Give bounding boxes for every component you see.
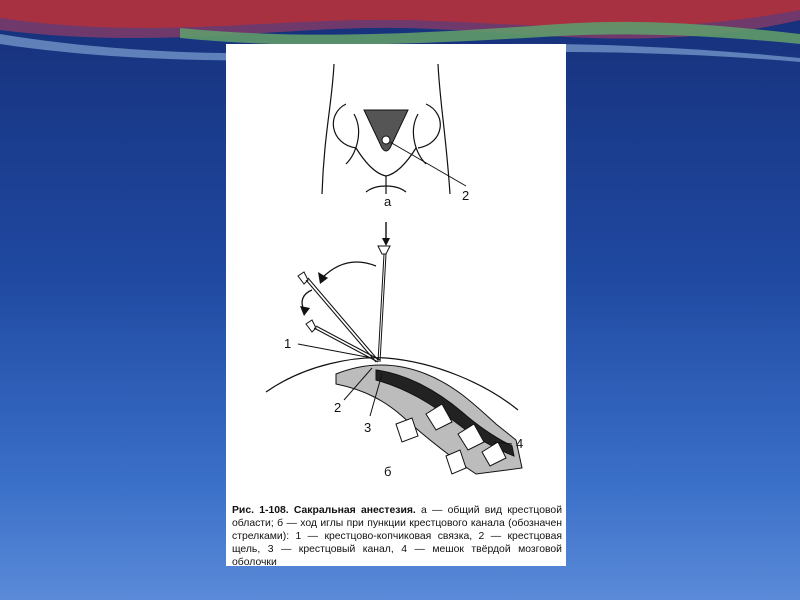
caption-title: Рис. 1-108. Сакральная анестезия. [232,505,416,516]
callout-b-1: 1 [284,336,292,351]
callout-b-4: 4 [516,436,524,451]
needle-hub-lower [306,320,316,332]
needle-hub-upper [298,272,308,284]
torso-left-outline [322,64,334,194]
sacrum-region [364,110,408,151]
panel-b-label: б [384,464,392,479]
panel-a-label: а [384,194,392,209]
callout-a-2: 2 [462,188,470,203]
caption-text: а — общий вид крестцовой области; б — ход иглы при пункции крестцового канала (обозначен стрелками): 1 — крестцово-копчиковая связка, 2 — крестцовая щель, 3 — крестцовый канал, 4 — мешок твёрдой мозговой оболочки [232,505,562,566]
callout-b-3: 3 [364,420,372,435]
sacral-anesthesia-drawing [226,44,566,504]
figure-caption [232,504,562,566]
callout-line-a2 [390,142,466,186]
figure-image [226,44,566,566]
callout-b-2: 2 [334,400,342,415]
needle-hub-vertical [378,246,390,254]
